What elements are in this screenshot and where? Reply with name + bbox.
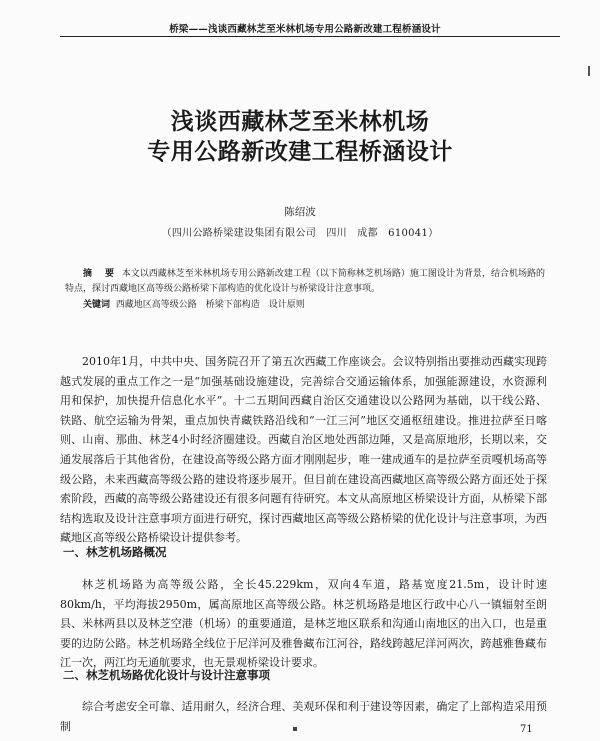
keywords bbox=[83, 297, 305, 310]
section-1-paragraph: 林芝机场路为高等级公路，全长45.229km，双向4车道，路基宽度21.5m，设计时速80km/h，平均海拔2950m，属高原地区高等级公路。林芝机场路是地区行政中心八一镇辐射至朗县、米林两县以及林芝空港（机场）的重要通道，是林芝地区联系和沟通山南地区的出入口，也是重要的边防公路。林芝机场路全线位于尼洋河及雅鲁藏布江河谷，路线跨越尼洋河两次，跨越雅鲁藏布江一次，两江均无通航要求，也无景观桥梁设计要求。 bbox=[60, 578, 547, 670]
article-title-line-2: 专用公路新改建工程桥涵设计 bbox=[147, 139, 453, 165]
running-header: 桥梁——浅谈西藏林芝至米林机场专用公路新改建工程桥涵设计 bbox=[169, 24, 441, 35]
abstract-label: 摘 要 bbox=[83, 269, 117, 279]
section-heading-2: 二、林芝机场路优化设计与设计注意事项 bbox=[63, 668, 270, 682]
abstract bbox=[65, 267, 545, 297]
intro-paragraph: 2010年1月，中共中央、国务院召开了第五次西藏工作座谈会。会议特别指出要推动西藏实现跨越式发展的重点工作之一是“加强基础设施建设，完善综合交通运输体系，加强能源建设，水资源利用和保护，加快提升信息化水平”。十二五期间西藏自治区交通建设以公路网为基础，以干线公路、铁路、航空运输为骨架，重点加快青藏铁路沿线和“一江三河”地区交通枢纽建设。推进拉萨至日喀则、山南、那曲、林芝4小时经济圈建设。西藏自治区地处西部边陲，又是高原地形，长期以来，交通发展落后于其他省份，在建设高等级公路方面才刚刚起步，唯一建成通车的是拉萨至贡嘎机场高等级公路，未来西藏高等级公路的建设将逐步展开。但目前在建设高西藏地区高等级公路方面还处于探索阶段，西藏的高等级公路建设还有很多问题有待研究。本文从高原地区桥梁设计方面，从桥梁下部结构选取及设计注意事项方面进行研究，探讨西藏地区高等级公路桥梁的优化设计与注意事项，为西藏地区高等级公路桥梁设计提供参考。 bbox=[60, 355, 547, 545]
footer-dot bbox=[293, 727, 297, 731]
scan-edge-mark bbox=[588, 66, 590, 76]
section-2-paragraph: 综合考虑安全可靠、适用耐久，经济合理、美观环保和利于建设等因素，确定了上部构造采用预制 bbox=[60, 700, 547, 733]
page-number: 71 bbox=[520, 724, 533, 735]
keywords-text: 西藏地区高等级公路 桥梁下部构造 设计原则 bbox=[115, 300, 305, 310]
keywords-label: 关键词 bbox=[83, 300, 111, 310]
author-name: 陈绍波 bbox=[284, 206, 316, 218]
author-affiliation: （四川公路桥梁建设集团有限公司 四川 成都 610041） bbox=[161, 228, 439, 239]
abstract-text: 本文以西藏林芝至米林机场专用公路新改建工程（以下简称林芝机场路）施工图设计为背景，结合机场路的特点，探讨西藏地区高等级公路桥梁下部构造的优化设计与桥梁设计注意事项。 bbox=[65, 269, 545, 294]
article-title-line-1: 浅谈西藏林芝至米林机场 bbox=[170, 109, 430, 135]
header-rule bbox=[60, 36, 560, 37]
section-heading-1: 一、林芝机场路概况 bbox=[63, 545, 167, 559]
